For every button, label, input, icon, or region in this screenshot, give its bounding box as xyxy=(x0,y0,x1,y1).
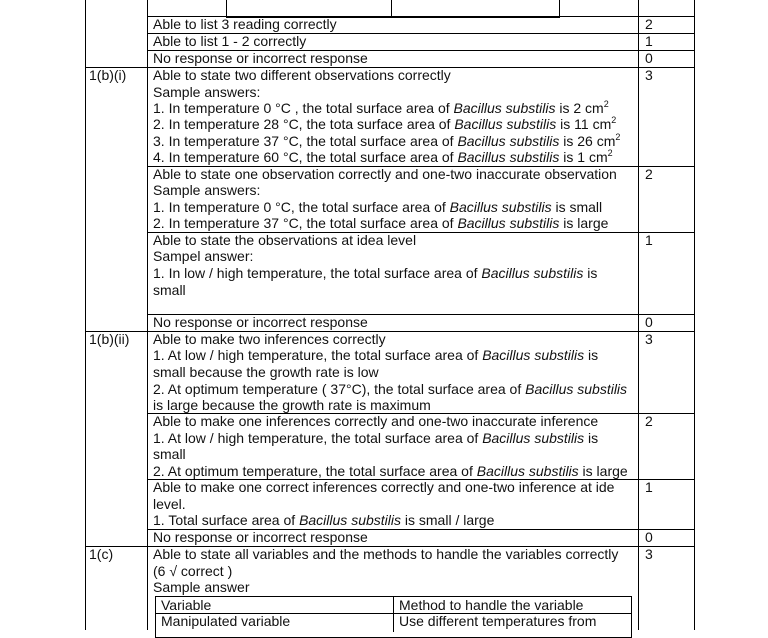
answer-line: 2. In temperature 37 °C, the total surface area of Bacillus substilis is large xyxy=(153,215,609,231)
mark: 3 xyxy=(645,67,653,83)
mark: 3 xyxy=(645,331,653,347)
criterion-text: Able to make one inferences correctly and one-two inaccurate inference xyxy=(153,413,599,429)
criterion-text: (6 √ correct ) xyxy=(153,563,233,579)
criterion-text: Able to state two different observations correctly xyxy=(153,67,451,83)
mark: 2 xyxy=(645,16,653,32)
mark: 1 xyxy=(645,33,653,49)
criterion-text: No response or incorrect response xyxy=(153,50,368,66)
answer-line: 1. In temperature 0 °C, the total surface area of Bacillus substilis is small xyxy=(153,199,603,215)
table-border-left xyxy=(85,0,86,630)
criterion-text: Able to list 1 - 2 correctly xyxy=(153,33,307,49)
criterion-text: Sample answers: xyxy=(153,84,261,100)
criterion-text: Able to state one observation correctly and one-two inaccurate observation xyxy=(153,166,617,182)
answer-line: small because the growth rate is low xyxy=(153,364,379,380)
mark: 0 xyxy=(645,314,653,330)
table-divider-1 xyxy=(147,0,148,630)
answer-line: 2. In temperature 28 °C, the tota surface area of Bacillus substilis is 11 $cm^2$ xyxy=(153,115,617,132)
answer-line: 3. In temperature 37 °C, the total surface area of Bacillus substilis is 26 $cm^2$ xyxy=(153,132,621,149)
mark: 3 xyxy=(645,546,653,562)
mark: 1 xyxy=(645,479,653,495)
answer-line: 4. In temperature 60 °C, the total surface area of Bacillus substilis is 1 $cm^2$ xyxy=(153,148,613,165)
criterion-text: Able to state all variables and the methods to handle the variables correctly xyxy=(153,546,619,562)
answer-line: small xyxy=(153,282,186,298)
mark: 1 xyxy=(645,232,653,248)
criterion-text: Able to list 3 reading correctly xyxy=(153,16,337,32)
criterion-text: No response or incorrect response xyxy=(153,529,368,545)
variable-header: Variable xyxy=(161,597,212,613)
criterion-text: Sample answer xyxy=(153,579,250,595)
answer-line: 1. In temperature 0 °C , the total surface area of Bacillus substilis is 2 $cm^2$ xyxy=(153,99,609,116)
table-border-right xyxy=(694,0,695,630)
question-label: 1(c) xyxy=(89,546,114,562)
method-cell: Use different temperatures from xyxy=(399,613,597,629)
mark: 0 xyxy=(645,50,653,66)
mark: 0 xyxy=(645,529,653,545)
criterion-text: Able to state the observations at idea level xyxy=(153,232,417,248)
criterion-text: Sample answers: xyxy=(153,182,261,198)
answer-line: small xyxy=(153,446,186,462)
answer-line: 2. At optimum temperature, the total surface area of Bacillus substilis is large xyxy=(153,463,628,479)
criterion-text: Able to make one correct inferences correctly and one-two inference at ide xyxy=(153,479,615,495)
question-label: 1(b)(ii) xyxy=(89,331,130,347)
answer-line: 2. At optimum temperature ( 37°C), the total surface area of Bacillus substilis xyxy=(153,381,628,397)
mark: 2 xyxy=(645,413,653,429)
variable-cell: Manipulated variable xyxy=(161,613,291,629)
criterion-text: Sampel answer: xyxy=(153,248,254,264)
variable-table-divider xyxy=(393,596,394,632)
answer-line: 1. At low / high temperature, the total surface area of Bacillus substilis is xyxy=(153,430,599,446)
criterion-text: Able to make two inferences correctly xyxy=(153,331,386,347)
answer-line: 1. At low / high temperature, the total surface area of Bacillus substilis is xyxy=(153,347,599,363)
method-header: Method to handle the variable xyxy=(399,597,584,613)
criterion-text: No response or incorrect response xyxy=(153,314,368,330)
question-label: 1(b)(i) xyxy=(89,67,127,83)
answer-line: 1. In low / high temperature, the total surface area of Bacillus substilis is xyxy=(153,265,598,281)
criterion-text: level. xyxy=(153,496,186,512)
answer-line: is large because the growth rate is maximum xyxy=(153,397,431,413)
top-inner-divider xyxy=(391,0,392,16)
mark: 2 xyxy=(645,166,653,182)
answer-line: 1. Total surface area of Bacillus substilis is small / large xyxy=(153,512,495,528)
table-divider-2 xyxy=(638,0,639,630)
